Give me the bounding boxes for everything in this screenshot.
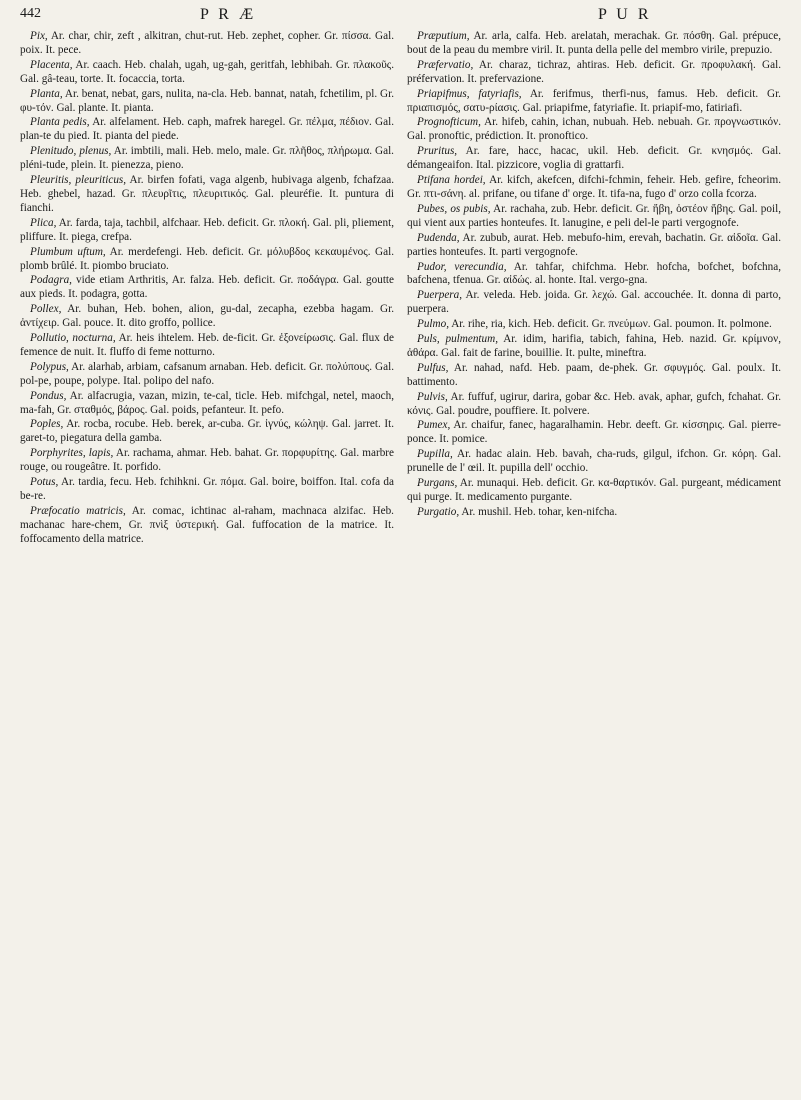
entry-definition: Ar. ferifmus, therfi-nus, famus. Heb. deficit. Gr. πριαπισμός, σατυ-ρίασις. Gal. priapifme, fatyriafie. It. priapif-mo, fatiriafi. (407, 87, 781, 114)
entry-definition: Ar. hifeb, cahin, ichan, nubuah. Heb. nebuah. Gr. προγνωστικόν. Gal. pronoftic, prédiction. It. pronoftico. (407, 116, 781, 143)
entry-headword: Purgatio, (417, 505, 460, 518)
entry-definition: Ar. rocba, rocube. Heb. berek, ar-cuba. Gr. ἰγνύς, κώληψ. Gal. jarret. It. garet-to, piegatura della gamba. (20, 418, 394, 445)
entry-headword: Podagra, (30, 274, 72, 287)
dictionary-entry (20, 447, 394, 475)
entry-definition: Ar. fuffuf, ugirur, darira, gobar &c. Heb. avak, aphar, gufch, fchahat. Gr. κόνις. Gal. poudre, pouffiere. It. polvere. (407, 390, 781, 417)
dictionary-entry (407, 30, 781, 58)
dictionary-entry (407, 477, 781, 505)
dictionary-entry (20, 88, 394, 116)
entry-definition: Ar. alfelament. Heb. caph, mafrek haregel. Gr. πέλμα, πέδιον. Gal. plan-te du pied. It. pianta del piede. (20, 116, 394, 143)
entry-headword: Pumex, (417, 419, 451, 432)
dictionary-entry (20, 390, 394, 418)
entry-headword: Pulmo, (417, 318, 450, 331)
entry-definition: Ar. buhan, Heb. bohen, alion, gu-dal, zecapha, ezebba hagam. Gr. ἀντίχειρ. Gal. pouce. It. dito groffo, pollice. (20, 303, 394, 330)
entry-headword: Pondus, (30, 389, 67, 402)
entry-definition: Ar. rachaha, zub. Hebr. deficit. Gr. ἥβη, ὀστέον ἥβης. Gal. poil, qui vient aux parties honteufes. It. lanugine, e peli del-le parti vergognofe. (407, 202, 782, 229)
entry-headword: Placenta, (30, 58, 73, 71)
entry-definition: Ar. munaqui. Heb. deficit. Gr. κα-θαρτικόν. Gal. purgeant, médicament qui purge. It. medicamento purgante. (407, 477, 781, 503)
entry-headword: Plumbum uftum, (30, 245, 106, 258)
entry-headword: Pulfus, (417, 361, 449, 374)
page-header (20, 6, 781, 30)
entry-definition: Ar. imbtili, mali. Heb. melo, male. Gr. πλῆθος, πλήρωμα. Gal. pléni-tude, plein. It. pienezza, pieno. (20, 145, 394, 172)
entry-headword: Plica, (30, 216, 57, 229)
dictionary-entry (407, 318, 781, 332)
entry-definition: Ar. alarhab, arbiam, cafsanum arnaban. Heb. deficit. Gr. πολύπους. Gal. pol-pe, poupe, polype. Ital. polipo del nafo. (20, 360, 394, 387)
dictionary-entry (407, 419, 781, 447)
entry-headword: Pruritus, (417, 145, 458, 158)
entry-definition: Ar. charaz, tichraz, ahtiras. Heb. deficit. Gr. προφυλακή. Gal. préfervation. It. prefervazione. (407, 58, 781, 85)
entry-headword: Pubes, os pubis, (417, 202, 491, 215)
entry-definition: Ar. nahad, nafd. Heb. paam, de-phek. Gr. σφυγμός. Gal. poulx. It. battimento. (407, 361, 781, 388)
entry-headword: Potus, (30, 476, 59, 489)
entry-definition: vide etiam Arthritis, Ar. falza. Heb. deficit. Gr. ποδάγρα. Gal. goutte aux pieds. It. podagra, gotta. (20, 274, 394, 301)
entry-definition: Ar. comac, ichtinac al-raham, machnaca alzifac. Heb. machanac hare-chem, Gr. πνὶξ ὑστερική. Gal. fuffocation de la matrice. It. foffocamento della matrice. (20, 504, 394, 545)
entry-headword: Præfocatio matricis, (30, 504, 126, 517)
entry-definition: Ar. idim, harifia, tabich, fahina, Heb. nazid. Gr. κρίμνον, ἀθάρα. Gal. fait de farine, bouillie. It. pulte, mineftra. (407, 333, 781, 359)
entry-headword: Priapifmus, fatyriafis, (417, 87, 522, 100)
dictionary-entry (20, 361, 394, 389)
entry-definition: Ar. char, chir, zeft , alkitran, chut-rut. Heb. zephet, copher. Gr. πίσσα. Gal. poix. It. pece. (20, 30, 394, 56)
entry-headword: Pudenda, (417, 231, 460, 244)
dictionary-entry (407, 232, 781, 260)
entry-headword: Pollex, (30, 303, 62, 316)
dictionary-entry (407, 88, 781, 116)
dictionary-entry (20, 246, 394, 274)
entry-headword: Puerpera, (417, 289, 463, 302)
dictionary-entry (407, 506, 781, 520)
entry-definition: Ar. tahfar, chifchma. Hebr. hofcha, bofchet, bofchna, bafchena, tfenua. Gr. αἰδώς. al. honte. Ital. vergo-gna. (407, 260, 781, 287)
entry-definition: Ar. heis ihtelem. Heb. de-ficit. Gr. ἐξονείρωσις. Gal. flux de femence de nuit. It. fluffo di feme notturno. (20, 332, 394, 358)
dictionary-entry (407, 448, 781, 476)
entry-definition: Ar. rihe, ria, kich. Heb. deficit. Gr. πνεύμων. Gal. poumon. It. polmone. (449, 318, 772, 331)
dictionary-entry (407, 261, 781, 289)
dictionary-entry (407, 174, 781, 202)
dictionary-entry (407, 391, 781, 419)
entry-headword: Pix, (30, 30, 48, 42)
entry-headword: Pupilla, (417, 448, 453, 461)
entry-headword: Puls, pulmentum, (417, 333, 499, 346)
entry-definition: Ar. mushil. Heb. tohar, ken-nifcha. (459, 505, 618, 518)
dictionary-entry (20, 476, 394, 504)
right-column (407, 30, 781, 548)
dictionary-entry (20, 332, 394, 360)
dictionary-entry (20, 145, 394, 173)
entry-definition: Ar. arla, calfa. Heb. arelatah, merachak. Gr. πόσθη. Gal. prépuce, bout de la peau du membre viril. It. punta della pelle del membro virile, prepuzio. (407, 30, 781, 56)
dictionary-entry (407, 362, 781, 390)
page-number: 442 (20, 6, 41, 21)
entry-headword: Præputium, (417, 30, 470, 42)
entry-definition: Ar. zubub, aurat. Heb. mebufo-him, erevah, bachatin. Gr. αἰδοῖα. Gal. parties honteufes. It. parti vergognofe. (407, 231, 781, 258)
dictionary-entry (20, 30, 394, 58)
dictionary-entry (407, 145, 781, 173)
entry-definition: Ar. kifch, akefcen, difchi-fchmin, feheir. Heb. gefire, fcheorim. Gr. πτι-σάνη. al. prifane, ou tifane d' orge. It. tifa-na, fugo d' orzo colla fcorza. (407, 174, 781, 200)
entry-headword: Pulvis, (417, 390, 448, 403)
dictionary-entry (20, 217, 394, 245)
dictionary-entry (20, 116, 394, 144)
entry-definition: Ar. caach. Heb. chalah, ugah, ug-gah, geritfah, lebhibah. Gr. πλακοῦς. Gal. gâ-teau, torte. It. focaccia, torta. (20, 58, 394, 85)
entry-headword: Porphyrites, lapis, (30, 447, 114, 460)
entry-headword: Pudor, verecundia, (417, 260, 507, 273)
text-columns (20, 30, 781, 548)
entry-definition: Ar. alfacrugia, vazan, mizin, te-cal, ticle. Heb. mifchgal, netel, maoch, ma-fah, Gr. σταθμός, βάρος. Gal. poids, pefanteur. It. pefo. (20, 389, 394, 416)
dictionary-entry (20, 274, 394, 302)
running-head-left: P R Æ (200, 6, 257, 23)
dictionary-entry (20, 418, 394, 446)
dictionary-entry (20, 174, 394, 216)
entry-definition: Ar. rachama, ahmar. Heb. bahat. Gr. πορφυρίτης. Gal. marbre rouge, ou rougeâtre. It. porfido. (20, 447, 394, 474)
entry-headword: Pollutio, nocturna, (30, 332, 116, 345)
entry-definition: Ar. hadac alain. Heb. bavah, cha-ruds, gilgul, ifchon. Gr. κόρη. Gal. prunelle de l' œil. It. pupilla dell' occhio. (407, 448, 781, 475)
dictionary-entry (20, 303, 394, 331)
entry-headword: Ptifana hordei, (417, 174, 486, 187)
entry-headword: Polypus, (30, 360, 69, 373)
dictionary-entry (407, 289, 781, 317)
entry-headword: Planta, (30, 87, 63, 100)
entry-definition: Ar. farda, taja, tachbil, alfchaar. Heb. deficit. Gr. πλοκή. Gal. pli, pliement, pliffure. It. piega, crefpa. (20, 216, 394, 243)
entry-headword: Poples, (30, 418, 64, 431)
dictionary-entry (20, 505, 394, 547)
entry-headword: Planta pedis, (30, 116, 90, 129)
entry-headword: Pleuritis, pleuriticus, (30, 174, 127, 187)
entry-headword: Purgans, (417, 477, 458, 490)
running-head-right: P U R (598, 6, 652, 23)
entry-definition: Ar. merdefengi. Heb. deficit. Gr. μόλυβδος κεκαυμένος. Gal. plomb brûlé. It. piombo bruciato. (20, 245, 394, 272)
dictionary-entry (407, 59, 781, 87)
entry-definition: Ar. birfen fofati, vaga algenb, hubivaga algenb, fchafzaa. Heb. ghebel, hazad. Gr. πλευρῖτις, πλευριτικός. Gal. pleuréfie. It. puntura di fianchi. (20, 174, 394, 214)
entry-definition: Ar. chaifur, fanec, hagaralhamin. Hebr. deeft. Gr. κίσσηρις. Gal. pierre-ponce. It. pomice. (407, 419, 781, 446)
dictionary-entry (20, 59, 394, 87)
dictionary-entry (407, 116, 781, 144)
entry-headword: Plenitudo, plenus, (30, 145, 112, 158)
entry-definition: Ar. veleda. Heb. joida. Gr. λεχώ. Gal. accouchée. It. donna di parto, puerpera. (407, 289, 781, 316)
dictionary-entry (407, 333, 781, 361)
entry-definition: Ar. fare, hacc, hacac, ukil. Heb. deficit. Gr. κνησμός. Gal. démangeaifon. Ital. pizzicore, voglia di grattarfi. (407, 145, 781, 172)
entry-definition: Ar. tardia, fecu. Heb. fchihkni. Gr. πόμα. Gal. boire, boiffon. Ital. cofa da be-re. (20, 476, 394, 502)
entry-headword: Præfervatio, (417, 58, 474, 71)
left-column (20, 30, 394, 548)
entry-headword: Prognofticum, (417, 116, 481, 129)
dictionary-entry (407, 203, 781, 231)
entry-definition: Ar. benat, nebat, gars, nulita, na-cla. Heb. bannat, natah, fchetilim, pl. Gr. φυ-τόν. Gal. plante. It. pianta. (20, 87, 394, 114)
